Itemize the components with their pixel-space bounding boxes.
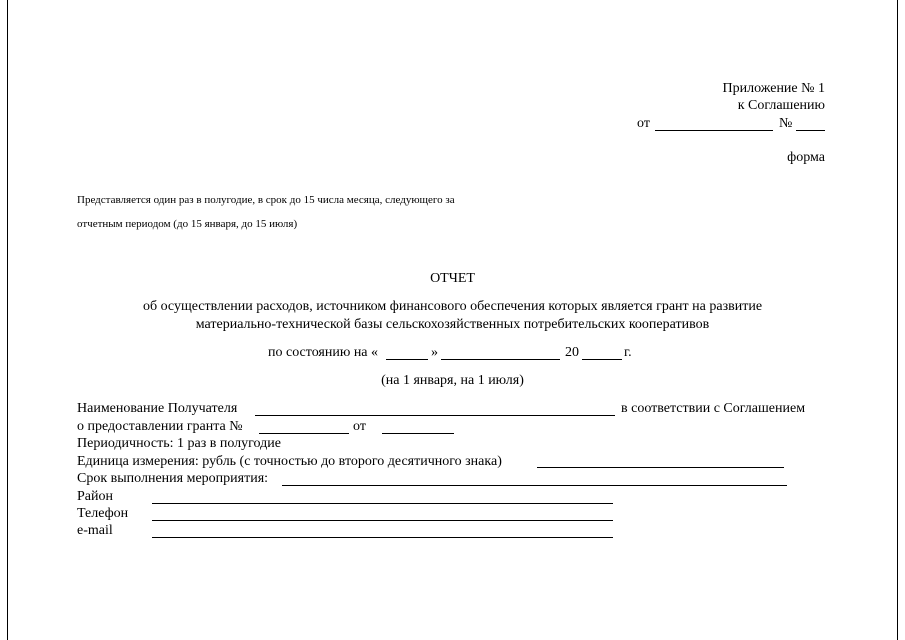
header-date-line [655,130,773,131]
periodicity-text: Периодичность: 1 раз в полугодие [77,436,281,451]
deadline-label: Срок выполнения мероприятия: [77,471,269,486]
period-note: (на 1 января, на 1 июля) [381,373,524,388]
appendix-label: Приложение № 1 [722,81,825,96]
as-of-prefix: по состоянию на « [268,345,379,360]
header-number-label: № [779,116,793,131]
grant-label: о предоставлении гранта № [77,419,243,434]
email-label: e-mail [77,523,113,538]
report-subtitle-line1: об осуществлении расходов, источником финансового обеспечения которых является грант на развитие [142,299,763,314]
phone-line [152,520,613,521]
grant-number-line [259,433,349,434]
submission-note-line2: отчетным периодом (до 15 января, до 15 июля) [77,218,298,230]
as-of-year: 20 [565,345,579,360]
district-line [152,503,613,504]
agreement-label: к Соглашению [737,98,825,113]
report-subtitle-line2: материально-технической базы сельскохозяйственных потребительских кооперативов [195,317,710,332]
grant-from-label: от [353,419,366,434]
as-of-month-line [441,359,560,360]
submission-note-line1: Представляется один раз в полугодие, в срок до 15 числа месяца, следующего за [77,194,455,206]
recipient-label: Наименование Получателя [77,401,238,416]
email-line [152,537,613,538]
as-of-suffix: г. [624,345,632,360]
header-from-label: от [637,116,650,131]
as-of-day-line [386,359,428,360]
report-title: ОТЧЕТ [430,271,475,286]
as-of-year-line [582,359,622,360]
district-label: Район [77,489,113,504]
deadline-line [282,485,787,486]
recipient-line [255,415,615,416]
grant-date-line [382,433,454,434]
form-label: форма [787,150,825,165]
phone-label: Телефон [77,506,129,521]
recipient-suffix: в соответствии с Соглашением [621,401,806,416]
as-of-quote-close: » [431,345,438,360]
unit-text: Единица измерения: рубль (с точностью до второго десятичного знака) [77,454,502,469]
unit-line [537,467,784,468]
header-number-line [796,130,825,131]
